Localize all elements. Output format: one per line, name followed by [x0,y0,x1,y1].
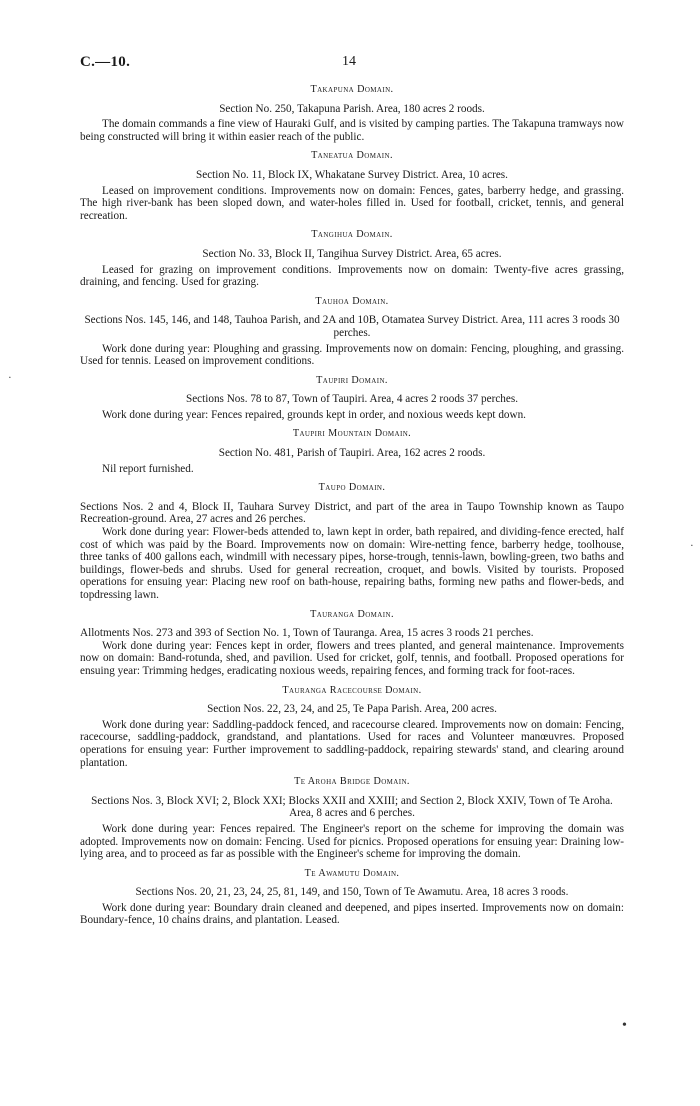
section-heading: Takapuna Domain. [310,84,394,95]
section-title: Sections Nos. 78 to 87, Town of Taupiri. Area, 4 acres 2 roods 37 perches. [185,393,519,406]
section-paragraph: Leased for grazing on improvement conditions. Improvements now on domain: Twenty-five acres grassing, draining, and fencing. Used for grazing. [80,263,624,289]
document-code: C.—10. [80,54,131,70]
section-heading: Tauranga Racecourse Domain. [282,684,422,696]
section-paragraph: The domain commands a fine view of Hauraki Gulf, and is visited by camping parties. The Takapuna tramways now being constructed will bring it within easier reach of the public. [80,118,624,143]
domain-section [80,428,624,475]
section-title: Section No. 11, Block IX, Whakatane Survey District. Area, 10 acres. [196,168,508,181]
section-title: Allotments Nos. 273 and 393 of Section No. 1, Town of Tauranga. Area, 15 acres 3 roods 21 perches. [80,627,534,640]
section-paragraph: Work done during year: Fences repaired, grounds kept in order, and noxious weeds kept down. [102,408,526,421]
section-heading: Taneatua Domain. [311,150,393,162]
domain-section [80,609,624,678]
domain-section [80,84,624,143]
margin-mark: · [8,372,12,384]
domain-section [80,229,624,288]
section-title: Sections Nos. 3, Block XVI; 2, Block XXI; Blocks XXII and XXIII; and Section 2, Block XXIV, Town of Te Aroha. Area, 8 acres and 6 perches. [91,794,613,820]
section-paragraph: Work done during year: Flower-beds attended to, lawn kept in order, bath repaired, and dividing-fence erected, half cost of which was paid by the Board. Improvements now on domain: Wire-netting fence, barberry hedge, toolhouse, three tanks of 400 gallons each, windmill with necessary pipes, horse-trough, tennis-lawn, bowling-green, two baths and buildings, flower-beds and shrubs. Used for general recreation, croquet, and bowls. Visited by tourists. Proposed operations for ensuing year: Placing new roof on bath-house, repairing baths, forming new paths and flower-beds, and topdressing lawn. [80,526,624,601]
section-heading: Taupo Domain. [318,482,386,494]
domain-section [80,482,624,601]
domain-section [80,150,624,222]
section-paragraph: Work done during year: Ploughing and grassing. Improvements now on domain: Fencing, ploughing, and grassing. Used for tennis. Leased on improvement conditions. [80,342,624,368]
page-number: 14 [342,54,356,69]
section-heading: Tauhoa Domain. [315,295,389,307]
document-body [80,84,624,934]
section-title: Sections Nos. 2 and 4, Block II, Tauhara Survey District, and part of the area in Taupo Township known as Taupo Recreation-ground. Area, 27 acres and 26 perches. [80,500,624,526]
domain-section [80,776,624,861]
section-title: Sections Nos. 145, 146, and 148, Tauhoa Parish, and 2A and 10B, Otamatea Survey District. Area, 111 acres 3 roods 30 perches. [84,314,620,339]
section-heading: Taupiri Mountain Domain. [292,428,412,440]
section-paragraph: Work done during year: Boundary drain cleaned and deepened, and pipes inserted. Improvements now on domain: Boundary-fence, 10 chains drains, and plantation. Leased. [80,901,624,927]
section-paragraph: Work done during year: Fences repaired. The Engineer's report on the scheme for improving the domain was adopted. Improvements now on domain: Fencing. Used for picnics. Proposed operations for ensuing year: Draining low-lying area, and to proceed as far as possible with the Engineer's scheme for improving the domain. [80,822,624,861]
domain-section [80,685,624,770]
section-paragraph: Nil report furnished. [102,462,194,475]
domain-section [80,375,624,422]
section-title: Section Nos. 22, 23, 24, and 25, Te Papa Parish. Area, 200 acres. [207,703,497,716]
section-title: Sections Nos. 20, 21, 23, 24, 25, 81, 149, and 150, Town of Te Awamutu. Area, 18 acres 3 roods. [135,886,569,899]
section-heading: Te Aroha Bridge Domain. [294,776,410,788]
section-paragraph: Work done during year: Saddling-paddock fenced, and racecourse cleared. Improvements now on domain: Fencing, racecourse, saddling-paddock, grandstand, and plantations. Used for races and Volunteer manœuvres. Proposed operations for ensuing year: Further improvement to saddling-paddock, repairing stewards' stand, and clearing around plantation. [80,718,624,769]
section-heading: Te Awamutu Domain. [304,867,400,879]
domain-section [80,296,624,368]
margin-mark: • [622,1018,627,1033]
section-paragraph: Work done during year: Fences kept in order, flowers and trees planted, and general maintenance. Improvements now on domain: Band-rotunda, shed, and pavilion. Used for cricket, golf, tennis, and football. Proposed operations for ensuing year: Trimming hedges, eradicating noxious weeds, repairing fences, and forming track for foot-races. [80,639,624,677]
section-title: Section No. 481, Parish of Taupiri. Area, 162 acres 2 roods. [218,447,486,460]
domain-section [80,868,624,927]
section-heading: Tauranga Domain. [310,608,394,620]
section-paragraph: Leased on improvement conditions. Improvements now on domain: Fences, gates, barberry hedge, and grassing. The high river-bank has been sloped down, and water-holes filled in. Used for football, cricket, tennis, and general recreation. [80,184,624,222]
section-title: Section No. 33, Block II, Tangihua Survey District. Area, 65 acres. [202,247,502,260]
page-header [80,56,624,76]
section-heading: Tangihua Domain. [311,229,393,241]
margin-mark: · [690,540,694,552]
section-title: Section No. 250, Takapuna Parish. Area, 180 acres 2 roods. [219,102,485,115]
section-heading: Taupiri Domain. [316,374,388,386]
